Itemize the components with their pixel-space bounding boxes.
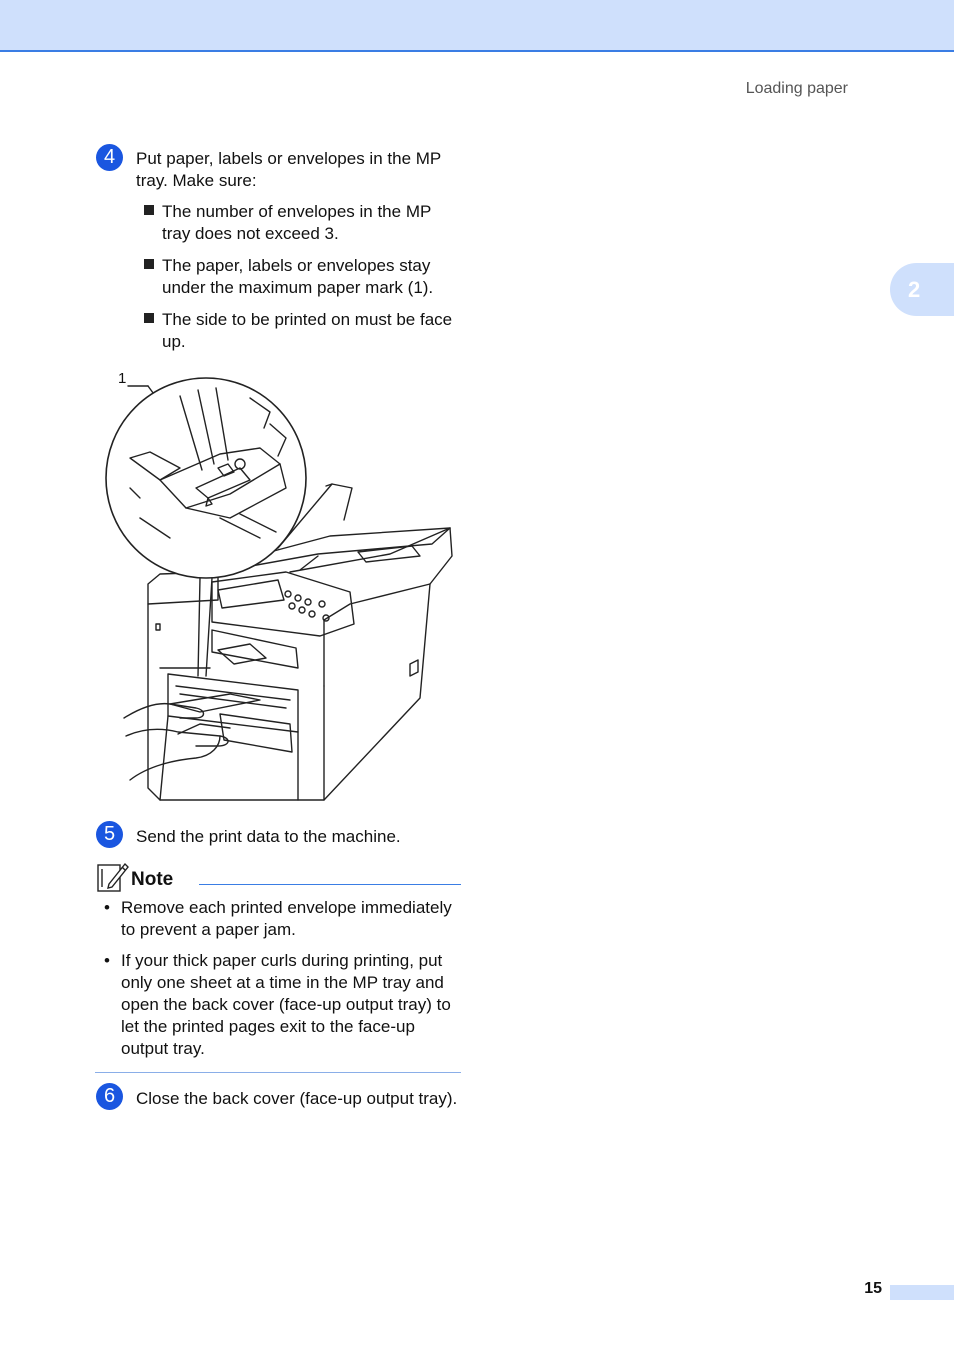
step-4-badge: 4 [96,144,123,171]
note-title: Note [131,869,174,890]
top-header-band [0,0,954,52]
running-title: Loading paper [745,80,848,97]
step-6-text: Close the back cover (face-up output tray). [136,1089,458,1108]
printer-mp-tray-illustration [100,368,460,808]
chapter-number: 2 [908,277,921,302]
note-bullet: • [104,898,110,917]
step-6-badge: 6 [96,1083,123,1110]
square-bullet-icon [144,259,154,269]
chapter-tab [890,263,954,316]
step-5-badge: 5 [96,821,123,848]
figure-callout-label: 1 [118,370,127,387]
square-bullet-icon [144,205,154,215]
step-4-bullet [144,255,464,299]
bullet-text: The paper, labels or envelopes stay under the maximum paper mark (1). [162,256,434,297]
bullet-text: The side to be printed on must be face up. [162,310,453,351]
note-item-text: Remove each printed envelope immediately to prevent a paper jam. [121,898,452,939]
note-item [104,950,464,1060]
step-4-bullet [144,201,464,245]
square-bullet-icon [144,313,154,323]
page-number: 15 [864,1280,882,1297]
bullet-text: The number of envelopes in the MP tray does not exceed 3. [162,202,432,243]
note-divider [199,884,461,885]
page-number-bar [890,1285,954,1300]
note-item-text: If your thick paper curls during printing, put only one sheet at a time in the MP tray and open the back cover (face-up output tray) to let the printed pages exit to the face-up output tray. [121,951,451,1058]
note-item [104,897,464,941]
step-4-text: Put paper, labels or envelopes in the MP tray. Make sure: [136,149,441,190]
note-pencil-icon [95,860,129,894]
note-bottom-divider [95,1072,461,1073]
step-5-text: Send the print data to the machine. [136,827,401,846]
note-header [95,860,461,896]
note-bullet: • [104,951,110,970]
step-4-bullet [144,309,464,353]
